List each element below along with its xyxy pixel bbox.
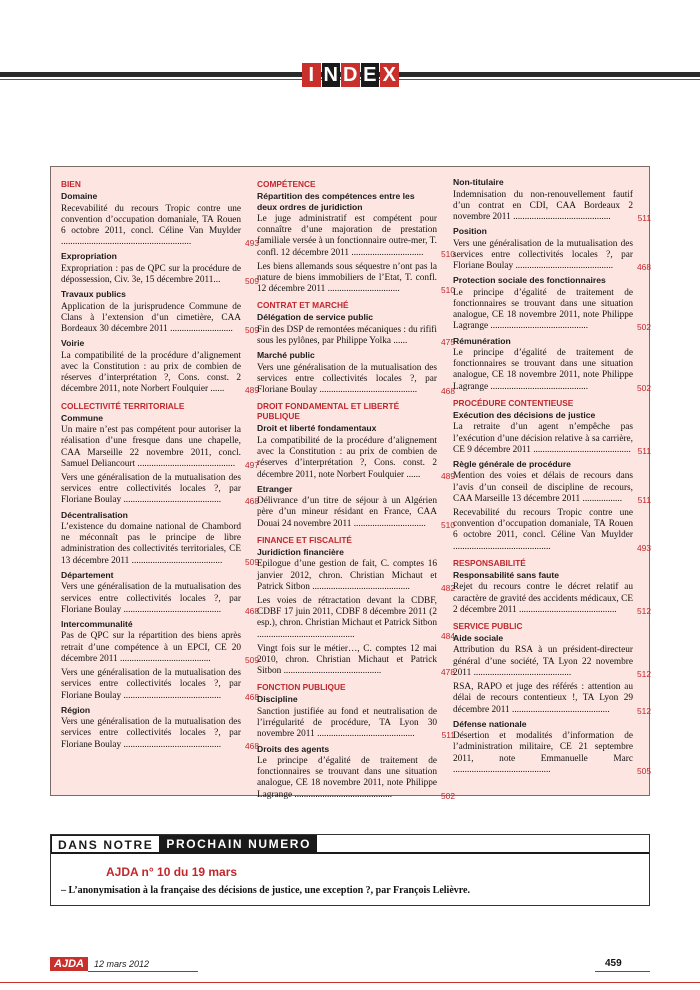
index-entry [61, 425, 259, 471]
section-heading: PROCÉDURE CONTENTIEUSE [453, 397, 574, 408]
subsection-heading: Défense nationale [453, 718, 527, 729]
index-entry-text: Application de la jurisprudence Commune de Clans à l’extension d’un cimetière, CAA Bordeaux 30 décembre 2011 ........................... [61, 301, 241, 335]
index-entry-page: 468 [441, 386, 455, 397]
index-entry [453, 189, 651, 225]
index-entry-page: 509 [245, 654, 259, 665]
section-heading: BIEN [61, 179, 81, 189]
index-entry-page: 502 [441, 790, 455, 801]
footer-rule-left [88, 971, 198, 972]
index-entry [61, 582, 259, 617]
index-entry-page: 502 [637, 382, 651, 393]
next-issue-header [51, 835, 317, 853]
index-entry-text: Vers une généralisation de la mutualisation des services entre collectivités locales ?, par Floriane Boulay .......................................... [61, 582, 241, 615]
index-entry [61, 350, 259, 397]
index-title [302, 63, 400, 87]
index-entry-text: Le juge administratif est compétent pour connaître d’une majoration de prestation familiale versée à un fonctionnaire outre-mer, T. confl. 12 décembre 2011 ............................... [257, 214, 437, 258]
footer-date: 12 mars 2012 [94, 959, 150, 969]
index-entry-page: 489 [441, 470, 455, 481]
subsection-heading: Etranger [257, 483, 293, 494]
index-entry [453, 471, 651, 506]
index-entry [453, 422, 651, 457]
index-entry-page: 489 [245, 385, 259, 396]
index-entry-text: Expropriation : pas de QPC sur la procédure de dépossession, Civ. 3e, 15 décembre 2011... [61, 263, 241, 286]
index-entry [453, 682, 651, 717]
next-issue-header-bar [51, 852, 649, 854]
index-entry-text: Vers une généralisation de la mutualisation des services entre collectivités locales ?, par Floriane Boulay .......................................... [453, 238, 633, 272]
section-heading: SERVICE PUBLIC [453, 620, 523, 631]
section-heading: DROIT FONDAMENTAL ET LIBERTÉ PUBLIQUE [257, 401, 400, 422]
index-entry-page: 510 [441, 248, 455, 259]
index-entry [453, 348, 651, 394]
subsection-heading: Décentralisation [61, 509, 128, 520]
index-entry-page: 475 [441, 337, 455, 348]
subsection-heading: Responsabilité sans faute [453, 569, 560, 580]
index-column-2 [257, 175, 455, 802]
section-heading: RESPONSABILITÉ [453, 557, 526, 568]
section-heading: FINANCE ET FISCALITÉ [257, 534, 352, 545]
bottom-line [0, 982, 700, 983]
index-entry-page: 511 [637, 445, 651, 456]
index-column-3 [453, 175, 651, 777]
next-issue-box [50, 834, 650, 906]
subsection-heading: Département [61, 569, 114, 580]
index-entry [257, 595, 455, 642]
section-heading: CONTRAT ET MARCHÉ [257, 300, 349, 311]
index-entry-page: 509 [245, 556, 259, 567]
index-entry [453, 287, 651, 334]
index-entry-page: 511 [637, 494, 651, 505]
index-entry-text: Mention des voies et délais de recours dans l’avis d’un conseil de discipline de recours, CAA Marseille 13 décembre 2011 ................. [453, 471, 633, 504]
index-entry-text: La retraite d’un agent n’empêche pas l’exécution d’une décision relative à sa carrière, CE 9 décembre 2011 .......................................... [453, 422, 633, 455]
subsection-heading: Protection sociale des fonctionnaires [453, 275, 606, 286]
index-entry [257, 261, 455, 297]
index-entry-page: 478 [441, 667, 455, 678]
index-entry [257, 362, 455, 398]
index-entry-page: 468 [245, 740, 259, 751]
index-letter: X [380, 63, 399, 87]
index-entry-text: Rejet du recours contre le décret relatif au caractère de gravité des accidents médicaux, CE 2 décembre 2011 .......................................... [453, 582, 633, 615]
index-entry-page: 505 [637, 765, 651, 776]
index-entry-page: 468 [245, 605, 259, 616]
subsection-heading: Rémunération [453, 335, 511, 346]
section-heading: COMPÉTENCE [257, 179, 316, 189]
subsection-heading: Aide sociale [453, 632, 504, 643]
index-entry-text: Les voies de rétractation devant la CDBF, CDBF 17 juin 2011, CDBF 8 décembre 2011 (2 esp.), chron. Christian Michaut et Patrick Sitbon .......................................... [257, 595, 437, 640]
subsection-heading: Travaux publics [61, 289, 126, 300]
index-entry-text: Vers une généralisation de la mutualisation des services entre collectivités locales ?, par Floriane Boulay .......................................... [61, 668, 241, 701]
index-entry-text: Le principe d’égalité de traitement de fonctionnaires se trouvant dans une situation analogue, CE 18 novembre 2011, note Philippe Lagrange .......................................... [257, 756, 437, 800]
next-issue-title: AJDA n° 10 du 19 mars [106, 865, 238, 879]
index-entry-page: 502 [637, 322, 651, 333]
index-letter: E [361, 63, 380, 87]
index-entry-text: Vers une généralisation de la mutualisation des services entre collectivités locales ?, par Floriane Boulay .......................................... [61, 717, 241, 750]
index-entry-text: Recevabilité du recours Tropic contre une convention d’occupation domaniale, TA Rouen 6 octobre 2011, concl. Céline Van Muylder .......................................... [453, 508, 633, 552]
subsection-heading: Commune [61, 412, 104, 423]
subsection-heading: Exécution des décisions de justice [453, 409, 596, 420]
index-entry-page: 509 [245, 325, 259, 336]
index-entry-text: La compatibilité de la procédure d’alignement avec la Constitution : au prix de combien de réserves d’interprétation ?, Cons. const. 2 décembre 2011, note Norbert Foulquier ...... [257, 435, 437, 480]
subsection-heading: Droit et liberté fondamentaux [257, 423, 377, 434]
subsection-heading: Région [61, 704, 91, 715]
index-entry-text: Recevabilité du recours Tropic contre une convention d’occupation domaniale, TA Rouen 6 octobre 2011, concl. Céline Van Muylder ........................................................ [61, 203, 241, 248]
index-entry [257, 214, 455, 260]
index-entry-page: 512 [637, 668, 651, 679]
index-entry-text: Fin des DSP de remontées mécaniques : du rififi sous les pylônes, par Philippe Yolka ...... [257, 324, 437, 347]
index-entry-page: 484 [441, 630, 455, 641]
index-entry-text: Vingt fois sur le métier…, C. comptes 12 mai 2010, chron. Christian Michaut et Patrick Sitbon .......................................... [257, 643, 437, 677]
index-column-1 [61, 175, 259, 752]
index-entry [61, 203, 259, 250]
index-entry [61, 717, 259, 752]
index-entry-page: 493 [637, 542, 651, 553]
page-number: 459 [605, 958, 622, 969]
index-letter: N [322, 63, 341, 87]
subsection-heading: Marché public [257, 350, 315, 361]
index-entry-page: 512 [637, 605, 651, 616]
subsection-heading: Discipline [257, 694, 298, 705]
index-entry-page: 509 [245, 276, 259, 287]
index-entry-page: 493 [245, 238, 259, 249]
index-entry-text: RSA, RAPO et juge des référés : attention au délai de recours contentieux !, TA Lyon 29 décembre 2011 .......................................... [453, 682, 633, 715]
index-entry [257, 324, 455, 348]
index-entry-text: Un maire n’est pas compétent pour autoriser la réalisation d’une fresque dans une chapelle, CAA Marseille 22 novembre 2011, concl. Samuel Deliancourt .......................................... [61, 425, 241, 469]
index-entry-text: Indemnisation du non-renouvellement fautif d’un contrat en CDI, CAA Bordeaux 2 novembre 2011 .......................................... [453, 189, 633, 222]
index-entry-page: 511 [637, 212, 651, 223]
subsection-heading: Droits des agents [257, 743, 330, 754]
subsection-heading: Juridiction financière [257, 546, 344, 557]
index-entry-page: 468 [245, 496, 259, 507]
next-issue-header-part2: PROCHAIN NUMERO [160, 835, 317, 853]
subsection-heading: Règle générale de procédure [453, 458, 571, 469]
index-entry [453, 508, 651, 554]
index-entry [257, 559, 455, 594]
index-entry-page: 468 [245, 691, 259, 702]
index-entry [61, 263, 259, 287]
index-entry-text: L’existence du domaine national de Chambord ne méconnaît pas le principe de libre administration des collectivités territoriales, CE 13 décembre 2011 ....................................... [61, 522, 241, 566]
index-entry-page: 512 [637, 705, 651, 716]
index-entry-text: Délivrance d’un titre de séjour à un Algérien père d’un mineur résidant en France, CAA Douai 24 novembre 2011 ............................... [257, 496, 437, 529]
index-entry [453, 238, 651, 274]
index-entry [257, 496, 455, 531]
subsection-heading: Expropriation [61, 251, 117, 262]
index-entry [61, 522, 259, 568]
next-issue-header-part1: DANS NOTRE [51, 835, 160, 853]
index-letter: D [341, 63, 360, 87]
subsection-heading: Position [453, 226, 487, 237]
index-entry [453, 731, 651, 777]
index-entry-page: 510 [441, 519, 455, 530]
index-entry-page: 482 [441, 582, 455, 593]
index-entry [257, 756, 455, 802]
subsection-heading: Domaine [61, 191, 98, 201]
index-entry-page: 497 [245, 459, 259, 470]
ajda-logo: AJDA [50, 957, 88, 971]
subsection-heading: Voirie [61, 338, 85, 349]
subsection-heading: Intercommunalité [61, 618, 133, 629]
index-entry-text: Le principe d’égalité de traitement de fonctionnaires se trouvant dans une situation analogue, CE 18 novembre 2011, note Philippe Lagrange .......................................... [453, 348, 633, 392]
index-entry-text: Epilogue d’une gestion de fait, C. comptes 16 janvier 2012, chron. Christian Michaut et Patrick Sitbon .......................................... [257, 559, 437, 592]
subsection-heading: Délégation de service public [257, 312, 374, 323]
index-entry-text: Désertion et modalités d’information de l’administration militaire, CE 21 septembre 2011, note Emmanuelle Marc .......................................... [453, 731, 633, 775]
index-entry-page: 511 [441, 730, 455, 741]
index-entry [61, 668, 259, 703]
index-entry [61, 631, 259, 666]
index-entry-text: Le principe d’égalité de traitement de fonctionnaires se trouvant dans une situation analogue, CE 18 novembre 2011, note Philippe Lagrange .......................................... [453, 287, 633, 332]
section-heading: COLLECTIVITÉ TERRITORIALE [61, 400, 185, 411]
index-entry [257, 435, 455, 482]
index-entry [61, 472, 259, 508]
index-box [50, 166, 651, 801]
index-entry [257, 643, 455, 679]
subsection-heading: Répartition des compétences entre les deux ordres de juridiction [257, 191, 415, 212]
footer-rule-right [595, 971, 650, 972]
index-entry [453, 645, 651, 680]
index-entry-page: 468 [637, 262, 651, 273]
index-entry-page: 510 [441, 285, 455, 296]
index-entry [453, 582, 651, 617]
index-entry-text: Attribution du RSA à un président-directeur général d’une société, TA Lyon 22 novembre 2011 .......................................... [453, 645, 633, 678]
index-entry-text: Sanction justifiée au fond et neutralisation de l’irrégularité de procédure, TA Lyon 30 novembre 2011 .......................................... [257, 706, 437, 740]
index-entry-text: Vers une généralisation de la mutualisation des services entre collectivités locales ?, par Floriane Boulay .......................................... [61, 472, 241, 506]
index-entry [61, 301, 259, 337]
index-entry [257, 706, 455, 742]
index-entry-text: Les biens allemands sous séquestre n’ont pas la nature de biens immobiliers de l’Etat, T. confl. 12 décembre 2011 ............................... [257, 261, 437, 295]
index-entry-text: La compatibilité de la procédure d’alignement avec la Constitution : au prix de combien de réserves d’interprétation ?, Cons. const. 2 décembre 2011, note Norbert Foulquier ...... [61, 350, 241, 395]
index-entry-text: Pas de QPC sur la répartition des biens après retrait d’une compétence à un EPCI, CE 20 décembre 2011 ....................................... [61, 631, 241, 664]
index-entry-text: Vers une généralisation de la mutualisation des services entre collectivités locales ?, par Floriane Boulay .......................................... [257, 362, 437, 396]
subsection-heading: Non-titulaire [453, 177, 504, 187]
next-issue-text: – L’anonymisation à la française des décisions de justice, une exception ?, par François Lelièvre. [61, 885, 470, 896]
section-heading: FONCTION PUBLIQUE [257, 682, 346, 693]
index-letter: I [302, 63, 321, 87]
